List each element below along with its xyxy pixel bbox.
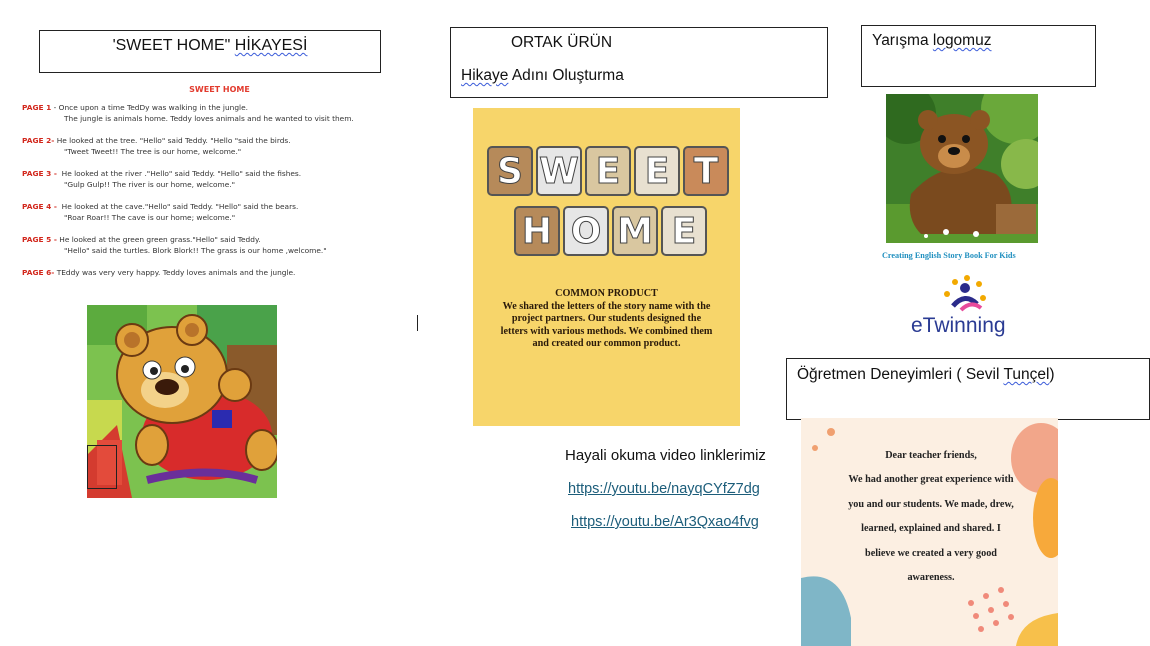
poster-letter: M xyxy=(612,206,658,256)
story-page xyxy=(22,85,417,289)
subtitle-rest: Adını Oluşturma xyxy=(508,67,624,84)
story-page-label: PAGE 2- xyxy=(22,136,55,145)
story-page-row xyxy=(22,201,417,223)
teacher-experience-box[interactable] xyxy=(786,358,1150,420)
video-links-title: Hayali okuma video linklerimiz xyxy=(565,447,766,464)
poster-body: We shared the letters of the story name with the project partners. Our students designed the letters with various methods. We combined them and created our common product. xyxy=(500,300,713,350)
story-page-label: PAGE 5 - xyxy=(22,235,57,244)
poster-letter: S xyxy=(487,146,533,196)
story-page-line1: TEddy was very very happy. Teddy loves animals and the jungle. xyxy=(56,268,296,277)
story-heading-word: HİKAYESİ xyxy=(234,37,308,54)
story-page-label: PAGE 6- xyxy=(22,268,55,277)
teacher-card-line: We had another great experience with xyxy=(848,474,1014,486)
common-product-poster xyxy=(473,108,740,426)
teacher-card-line: learned, explained and shared. I xyxy=(861,523,1001,535)
story-page-sep: - xyxy=(51,103,59,112)
story-heading-box[interactable] xyxy=(39,30,381,73)
poster-letter: W xyxy=(536,146,582,196)
story-page-line1: Once upon a time TedDy was walking in the jungle. xyxy=(58,103,248,112)
poster-heading: COMMON PRODUCT xyxy=(555,288,658,299)
story-page-line1: He looked at the green green grass."Hello" said Teddy. xyxy=(59,235,261,244)
common-product-title: ORTAK ÜRÜN xyxy=(511,34,613,51)
subtitle-word: Hikaye xyxy=(461,67,509,84)
story-page-row xyxy=(22,135,417,157)
story-page-line1: He looked at the tree. "Hello" said Teddy. "Hello "said the birds. xyxy=(56,136,291,145)
story-page-row xyxy=(22,102,417,124)
poster-letter: E xyxy=(634,146,680,196)
poster-letter: H xyxy=(514,206,560,256)
logo-box-text xyxy=(872,32,991,50)
story-page-line2: "Tweet Tweet!! The tree is our home, welcome." xyxy=(64,147,242,156)
video-link-1[interactable]: https://youtu.be/nayqCYfZ7dg xyxy=(568,481,760,497)
teacher-word: Tunçel xyxy=(1003,366,1050,383)
story-page-line1: He looked at the river ."Hello" said Teddy. "Hello" said the fishes. xyxy=(61,169,302,178)
story-title: SWEET HOME xyxy=(189,85,250,94)
forest-bear-image xyxy=(886,94,1038,243)
common-product-subtitle xyxy=(461,67,624,85)
etwinning-logo xyxy=(905,274,1025,340)
teacher-card xyxy=(801,418,1058,646)
story-page-line2: "Roar Roar!! The cave is our home; welcome." xyxy=(64,213,236,222)
teacher-card-line: Dear teacher friends, xyxy=(885,450,977,461)
story-page-label: PAGE 1 xyxy=(22,103,52,112)
poster-letter: E xyxy=(661,206,707,256)
teacher-suffix: ) xyxy=(1049,366,1055,383)
story-page-row xyxy=(22,267,417,278)
poster-letter: E xyxy=(585,146,631,196)
logo-word: logomuz xyxy=(932,32,992,49)
poster-text xyxy=(473,288,740,351)
story-heading-text xyxy=(40,37,380,55)
story-page-line1: He looked at the cave."Hello" said Teddy. "Hello" said the bears. xyxy=(61,202,299,211)
forest-bear-illustration xyxy=(886,94,1038,243)
story-page-label: PAGE 3 - xyxy=(22,169,57,178)
story-page-label: PAGE 4 - xyxy=(22,202,57,211)
poster-letter: T xyxy=(683,146,729,196)
story-page-row xyxy=(22,168,417,190)
text-cursor xyxy=(417,315,418,331)
cartoon-bear-image xyxy=(87,305,277,498)
video-link-2[interactable]: https://youtu.be/Ar3Qxao4fvg xyxy=(571,514,759,530)
common-product-box[interactable] xyxy=(450,27,828,98)
teacher-card-text xyxy=(815,444,1047,590)
teacher-box-text xyxy=(797,366,1055,384)
story-page-row xyxy=(22,234,417,256)
poster-letter: O xyxy=(563,206,609,256)
selection-outline[interactable] xyxy=(87,445,117,489)
teacher-card-line: you and our students. We made, drew, xyxy=(848,498,1014,510)
teacher-card-line: awareness. xyxy=(907,572,955,584)
logo-box[interactable] xyxy=(861,25,1096,87)
etwinning-text: eTwinning xyxy=(911,314,1006,337)
story-page-line2: The jungle is animals home. Teddy loves animals and he wanted to visit them. xyxy=(64,114,354,123)
logo-prefix: Yarışma xyxy=(872,32,933,49)
story-page-line2: "Hello" said the turtles. Blork Blork!! The grass is our home ,welcome." xyxy=(64,246,327,255)
etwinning-star-icon xyxy=(935,274,995,314)
logo-caption: Creating English Story Book For Kids xyxy=(882,251,1016,260)
story-heading-quote: 'SWEET HOME" xyxy=(112,37,235,54)
story-page-line2: "Gulp Gulp!! The river is our home, welcome." xyxy=(64,180,236,189)
teacher-prefix: Öğretmen Deneyimleri ( Sevil xyxy=(797,366,1004,383)
teacher-card-line: believe we created a very good xyxy=(865,547,997,559)
